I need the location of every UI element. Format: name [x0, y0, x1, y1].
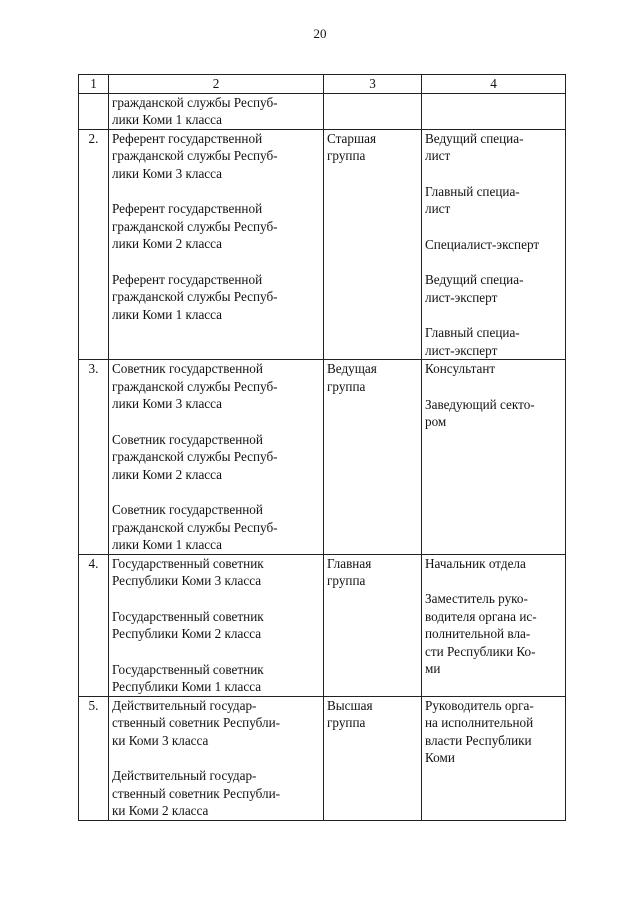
header-cell-2: 2 — [109, 75, 324, 94]
rank-text: Советник государственной гражданской службы Респуб- лики Коми 1 класса — [112, 502, 278, 552]
position-group-cell — [324, 93, 422, 129]
position-group-cell: Главная группа — [324, 554, 422, 696]
page-number: 20 — [313, 26, 327, 41]
header-row — [79, 75, 566, 94]
row-number: 5. — [79, 696, 109, 820]
position-text: Заместитель руко- водителя органа ис- полнительной вла- сти Республики Ко- ми — [425, 591, 537, 676]
position-text: Ведущий специа- лист-эксперт — [425, 272, 524, 305]
rank-text: Советник государственной гражданской службы Респуб- лики Коми 3 класса — [112, 361, 278, 411]
rank-text: Действительный государ- ственный советник Республи- ки Коми 3 класса — [112, 697, 281, 748]
position-title-cell — [422, 93, 566, 129]
position-text: Руководитель орга- на исполнительной власти Республики Коми — [425, 697, 534, 765]
row-number: 4. — [79, 554, 109, 696]
table-row — [79, 554, 566, 696]
rank-text: Референт государственной гражданской службы Респуб- лики Коми 3 класса — [112, 130, 278, 181]
header-cell-4: 4 — [422, 75, 566, 94]
row-number: 2. — [79, 129, 109, 360]
position-text: Главный специа- лист — [425, 183, 520, 216]
row-number — [79, 93, 109, 129]
position-group-cell: Высшая группа — [324, 696, 422, 820]
table-row — [79, 360, 566, 555]
header-cell-3: 3 — [324, 75, 422, 94]
rank-text: Советник государственной гражданской службы Респуб- лики Коми 2 класса — [112, 431, 278, 482]
position-title-cell — [422, 554, 566, 696]
row-number: 3. — [79, 360, 109, 555]
civil-service-rank-cell — [109, 554, 324, 696]
rank-text: Государственный советник Республики Коми 1 класса — [112, 661, 264, 694]
rank-text: Государственный советник Республики Коми 3 класса — [112, 555, 264, 588]
header-cell-1: 1 — [79, 75, 109, 94]
position-text: Начальник отдела — [425, 555, 526, 571]
table-row — [79, 696, 566, 820]
civil-service-rank-cell — [109, 696, 324, 820]
civil-service-rank-cell — [109, 129, 324, 360]
positions-table — [78, 74, 566, 821]
position-text: Консультант — [425, 361, 496, 376]
position-text: Ведущий специа- лист — [425, 130, 524, 163]
rank-text: гражданской службы Респуб- лики Коми 1 класса — [112, 94, 278, 127]
civil-service-rank-cell — [109, 360, 324, 555]
position-group-cell: Старшая группа — [324, 129, 422, 360]
table-row — [79, 93, 566, 129]
civil-service-rank-cell — [109, 93, 324, 129]
rank-text: Государственный советник Республики Коми 2 класса — [112, 608, 264, 641]
position-group-cell: Ведущая группа — [324, 360, 422, 555]
rank-text: Референт государственной гражданской службы Респуб- лики Коми 1 класса — [112, 271, 278, 322]
table-row — [79, 129, 566, 360]
position-text: Специалист-эксперт — [425, 236, 540, 252]
position-text: Главный специа- лист-эксперт — [425, 325, 520, 358]
position-text: Заведующий секто- ром — [425, 396, 535, 429]
position-title-cell — [422, 360, 566, 555]
rank-text: Референт государственной гражданской службы Респуб- лики Коми 2 класса — [112, 201, 278, 251]
position-title-cell — [422, 129, 566, 360]
position-title-cell — [422, 696, 566, 820]
rank-text: Действительный государ- ственный советник Республи- ки Коми 2 класса — [112, 768, 281, 818]
